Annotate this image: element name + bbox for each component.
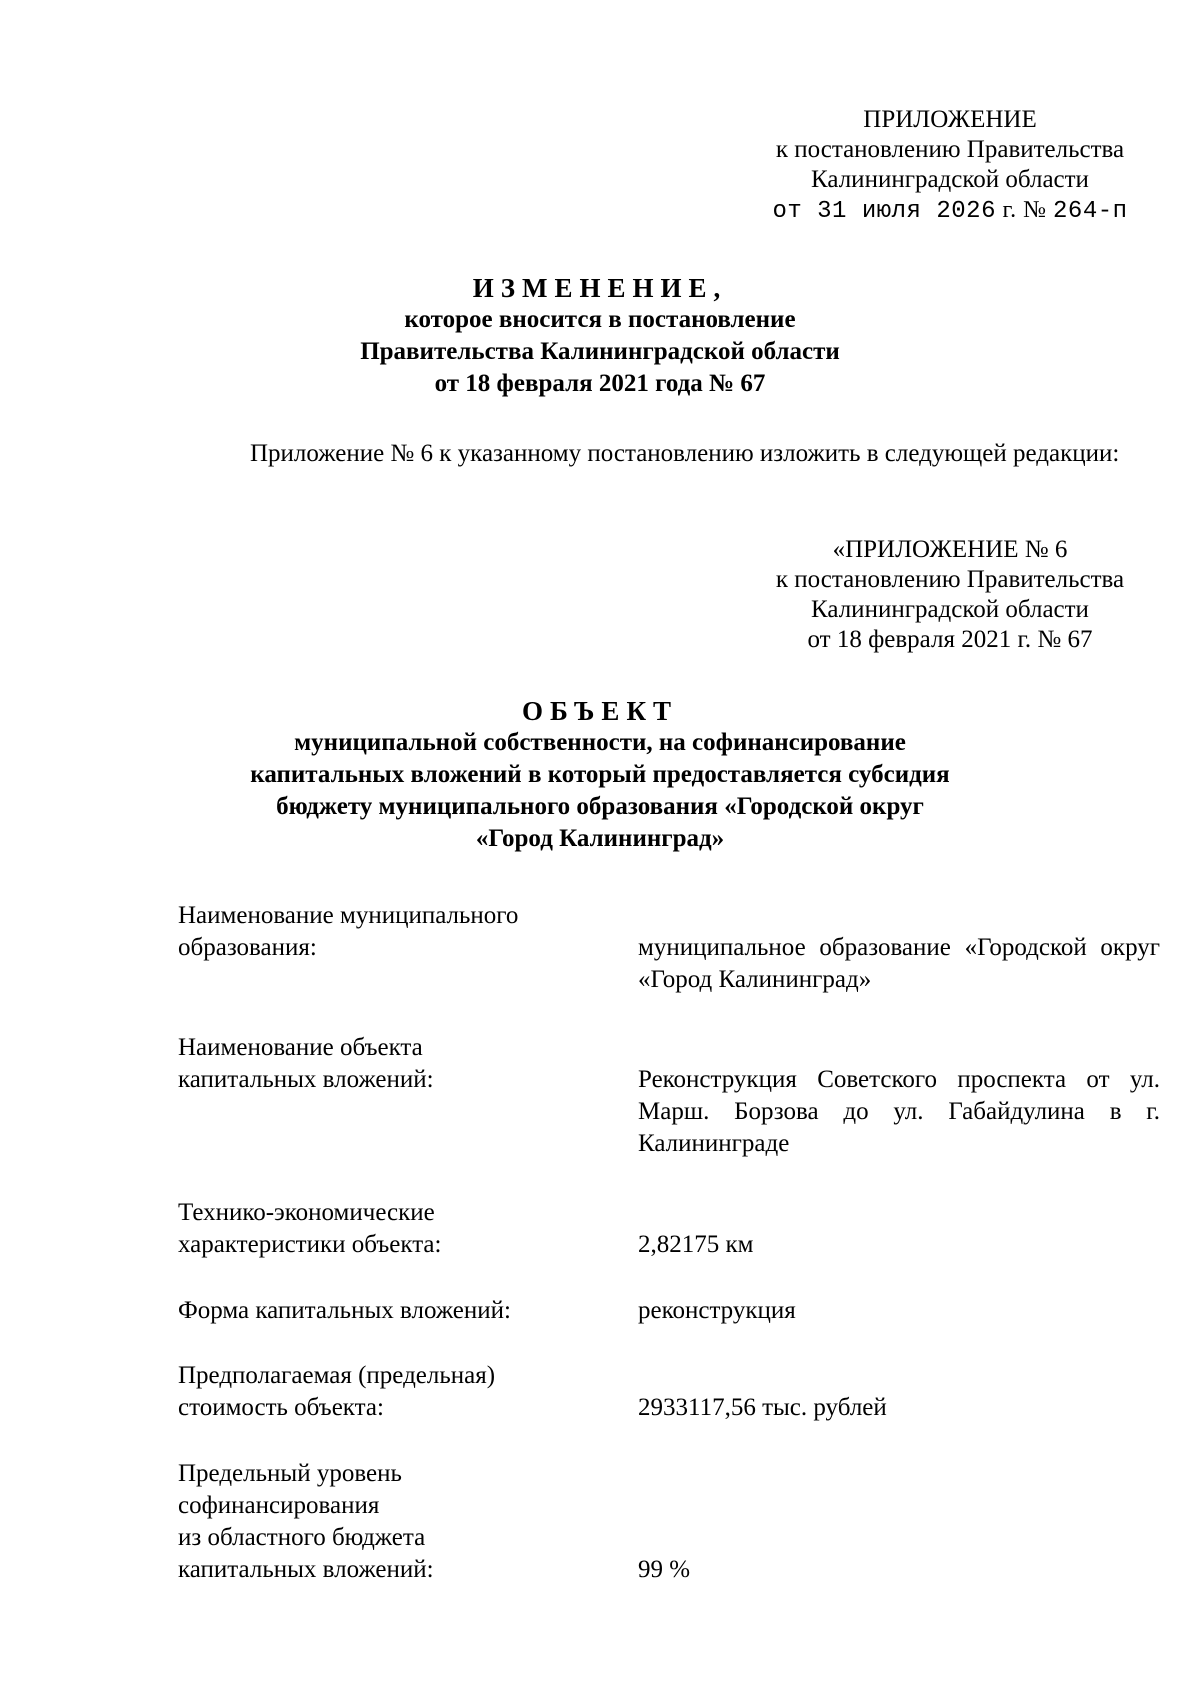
change-title-word: ИЗМЕНЕНИЕ, <box>472 273 728 303</box>
field-label: Наименование муниципального образования: <box>178 902 519 961</box>
field-label: Наименование объекта капитальных вложений: <box>178 1034 434 1093</box>
field-value: Реконструкция Советского проспекта от ул. Марш. Борзова до ул. Габайдулина в г. Калининграде <box>638 1066 1160 1157</box>
approval-line-resolution: к постановлению Правительства <box>775 136 1125 163</box>
field-label: Предполагаемая (предельная) стоимость объекта: <box>178 1362 496 1421</box>
approval-number: 264-п <box>1053 198 1128 225</box>
object-title-word: ОБЪЕКТ <box>521 696 679 726</box>
field-value: 2,82175 км <box>638 1231 754 1258</box>
body-paragraph: Приложение № 6 к указанному постановлению изложить в следующей редакции: <box>250 440 1120 467</box>
object-title-line: муниципальной собственности, на софинансирование <box>294 729 906 756</box>
field-label: Технико-экономические характеристики объекта: <box>178 1199 442 1258</box>
approval-header <box>740 105 1160 227</box>
field-value: реконструкция <box>638 1297 796 1324</box>
field-value: 99 % <box>638 1556 691 1583</box>
object-title-line: бюджету муниципального образования «Городской округ <box>276 793 924 820</box>
field-value: 2933117,56 тыс. рублей <box>638 1394 887 1421</box>
appendix-line-date: от 18 февраля 2021 г. № 67 <box>807 626 1093 653</box>
appendix-line-region: Калининградской области <box>811 596 1089 623</box>
appendix-line-resolution: к постановлению Правительства <box>775 566 1125 593</box>
object-title-line: капитальных вложений в который предоставляется субсидия <box>250 761 950 788</box>
change-title <box>140 272 1060 400</box>
object-title-line: «Город Калининград» <box>475 825 725 852</box>
approval-line-region: Калининградской области <box>811 166 1089 193</box>
approval-date-mid: г. № <box>995 197 1054 223</box>
field-label: Форма капитальных вложений: <box>178 1297 511 1324</box>
field-label: Предельный уровень софинансирования из областного бюджета капитальных вложений: <box>178 1460 434 1583</box>
appendix-header <box>740 535 1160 655</box>
appendix-label: «ПРИЛОЖЕНИЕ № 6 <box>832 536 1068 563</box>
approval-date: от 31 июля 2026 <box>772 198 996 225</box>
change-title-line: Правительства Калининградской области <box>360 338 840 365</box>
field-value: муниципальное образование «Городской округ «Город Калининград» <box>638 934 1160 993</box>
approval-date-line <box>740 195 1160 227</box>
object-title <box>140 695 1060 855</box>
change-title-line: от 18 февраля 2021 года № 67 <box>434 370 766 397</box>
approval-label: ПРИЛОЖЕНИЕ <box>863 106 1037 133</box>
change-title-line: которое вносится в постановление <box>404 306 796 333</box>
